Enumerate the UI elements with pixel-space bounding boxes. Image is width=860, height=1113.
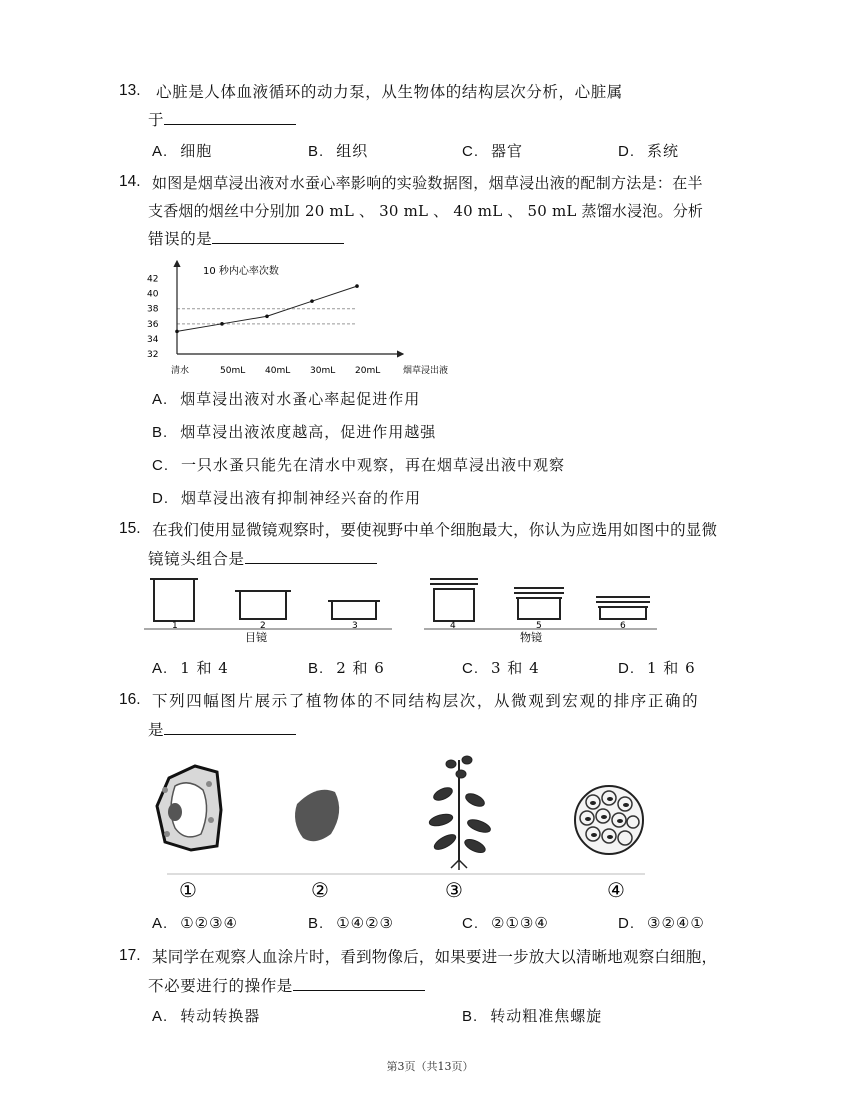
eyepiece-1 (150, 579, 198, 621)
plant-cell-image (157, 766, 221, 850)
eyepiece-3 (328, 601, 380, 619)
q14-answer-blank (212, 229, 344, 244)
chart-y-tick-0: 32 (147, 350, 159, 360)
eyepiece-label: 目镜 (245, 631, 267, 643)
pic-label-2: ② (311, 878, 329, 902)
q17-number: 17. (119, 947, 141, 964)
pic-label-4: ④ (607, 878, 625, 902)
q15-option-a: A. 1 和 4 (152, 659, 229, 677)
leaf-image (295, 790, 339, 841)
q14-option-c: C. 一只水蚤只能先在清水中观察，再在烟草浸出液中观察 (152, 456, 566, 474)
lens-number-1: 1 (172, 621, 178, 631)
whole-plant-image (428, 756, 492, 870)
chart-y-tick-4: 40 (147, 289, 159, 300)
chart-point-4 (355, 284, 359, 288)
q14-option-b: B. 烟草浸出液浓度越高，促进作用越强 (152, 423, 437, 441)
chart-y-tick-3: 38 (147, 304, 159, 315)
q15-stem-line2 (148, 549, 377, 569)
q16-option-d: D. ③②④① (618, 914, 705, 932)
q13-stem-line1: 心脏是人体血液循环的动力泵，从生物体的结构层次分析，心脏属 (156, 83, 623, 101)
chart-y-tick-2: 36 (147, 319, 159, 330)
lens-number-5: 5 (536, 621, 542, 631)
q13-number: 13. (119, 82, 141, 99)
q13-option-a: A. 细胞 (152, 142, 213, 160)
q15-stem-line1: 在我们使用显微镜观察时，要使视野中单个细胞最大，你认为应选用如图中的显微 (152, 521, 718, 539)
plant-structure-figure (145, 750, 655, 910)
objective-label: 物镜 (520, 631, 542, 643)
q13-stem-line2 (148, 110, 296, 130)
chart-point-1 (220, 322, 224, 326)
q15-number: 15. (119, 520, 141, 537)
q16-answer-blank (164, 720, 296, 735)
q14-stem-line3 (148, 229, 344, 249)
q14-option-d: D. 烟草浸出液有抑制神经兴奋的作用 (152, 489, 422, 507)
q17-stem-line2 (148, 976, 425, 996)
pic-label-1: ① (179, 878, 197, 902)
objective-5 (514, 588, 564, 619)
q15-option-c: C. 3 和 4 (462, 659, 540, 677)
q16-option-b: B. ①④②③ (308, 914, 394, 932)
microscope-lens-figure (142, 575, 662, 643)
q17-answer-blank (293, 976, 425, 991)
objective-4 (430, 579, 478, 621)
q16-number: 16. (119, 691, 141, 708)
eyepiece-2 (235, 591, 291, 619)
heart-rate-chart (145, 257, 455, 379)
q17-option-a: A. 转动转换器 (152, 1007, 261, 1025)
q16-stem-text: 是 (148, 721, 165, 739)
q16-option-c: C. ②①③④ (462, 914, 549, 932)
chart-x-tick-4: 20mL (355, 366, 381, 376)
q15-answer-blank (245, 549, 377, 564)
q14-stem-line1: 如图是烟草浸出液对水蚕心率影响的实验数据图，烟草浸出液的配制方法是：在半 (152, 174, 703, 192)
chart-y-tick-1: 34 (147, 334, 159, 345)
chart-point-3 (310, 299, 314, 303)
chart-x-tick-3: 30mL (310, 366, 336, 376)
chart-x-tick-1: 50mL (220, 366, 246, 376)
q15-option-d: D. 1 和 6 (618, 659, 696, 677)
lens-number-4: 4 (450, 621, 456, 631)
chart-point-2 (265, 314, 269, 318)
q13-option-d: D. 系统 (618, 142, 680, 160)
tissue-image (575, 786, 643, 854)
page-footer: 第3页（共13页） (386, 1060, 474, 1073)
q13-option-c: C. 器官 (462, 142, 524, 160)
q17-stem-line1: 某同学在观察人血涂片时，看到物像后，如果要进一步放大以清晰地观察白细胞， (152, 948, 718, 966)
q16-stem-line2 (148, 720, 296, 740)
q13-option-b: B. 组织 (308, 142, 369, 160)
q14-stem-text: 错误的是 (148, 230, 213, 248)
chart-point-0 (175, 330, 179, 334)
q16-option-a: A. ①②③④ (152, 914, 238, 932)
lens-number-6: 6 (620, 621, 626, 631)
q14-number: 14. (119, 173, 141, 190)
chart-x-axis-label: 烟草浸出液 (403, 366, 449, 376)
chart-y-tick-5: 42 (147, 274, 159, 285)
q15-option-b: B. 2 和 6 (308, 659, 385, 677)
chart-title: 10 秒内心率次数 (203, 266, 279, 277)
lens-number-3: 3 (352, 621, 358, 631)
chart-x-tick-0: 清水 (171, 366, 190, 376)
q13-stem-text: 于 (148, 111, 165, 129)
q17-stem-text: 不必要进行的操作是 (148, 977, 293, 995)
pic-label-3: ③ (445, 878, 463, 902)
q15-stem-text: 镜镜头组合是 (148, 550, 245, 568)
q14-stem-line2: 支香烟的烟丝中分别加 20 mL 、 30 mL 、 40 mL 、 50 mL 蒸馏水浸泡。分析 (148, 202, 704, 220)
q14-option-a: A. 烟草浸出液对水蚤心率起促进作用 (152, 390, 421, 408)
q17-option-b: B. 转动粗准焦螺旋 (462, 1007, 603, 1025)
q16-stem-line1: 下列四幅图片展示了植物体的不同结构层次，从微观到宏观的排序正确的 (152, 692, 700, 710)
lens-number-2: 2 (260, 621, 266, 631)
chart-x-tick-2: 40mL (265, 366, 291, 376)
objective-6 (596, 597, 650, 619)
q13-answer-blank (164, 110, 296, 125)
